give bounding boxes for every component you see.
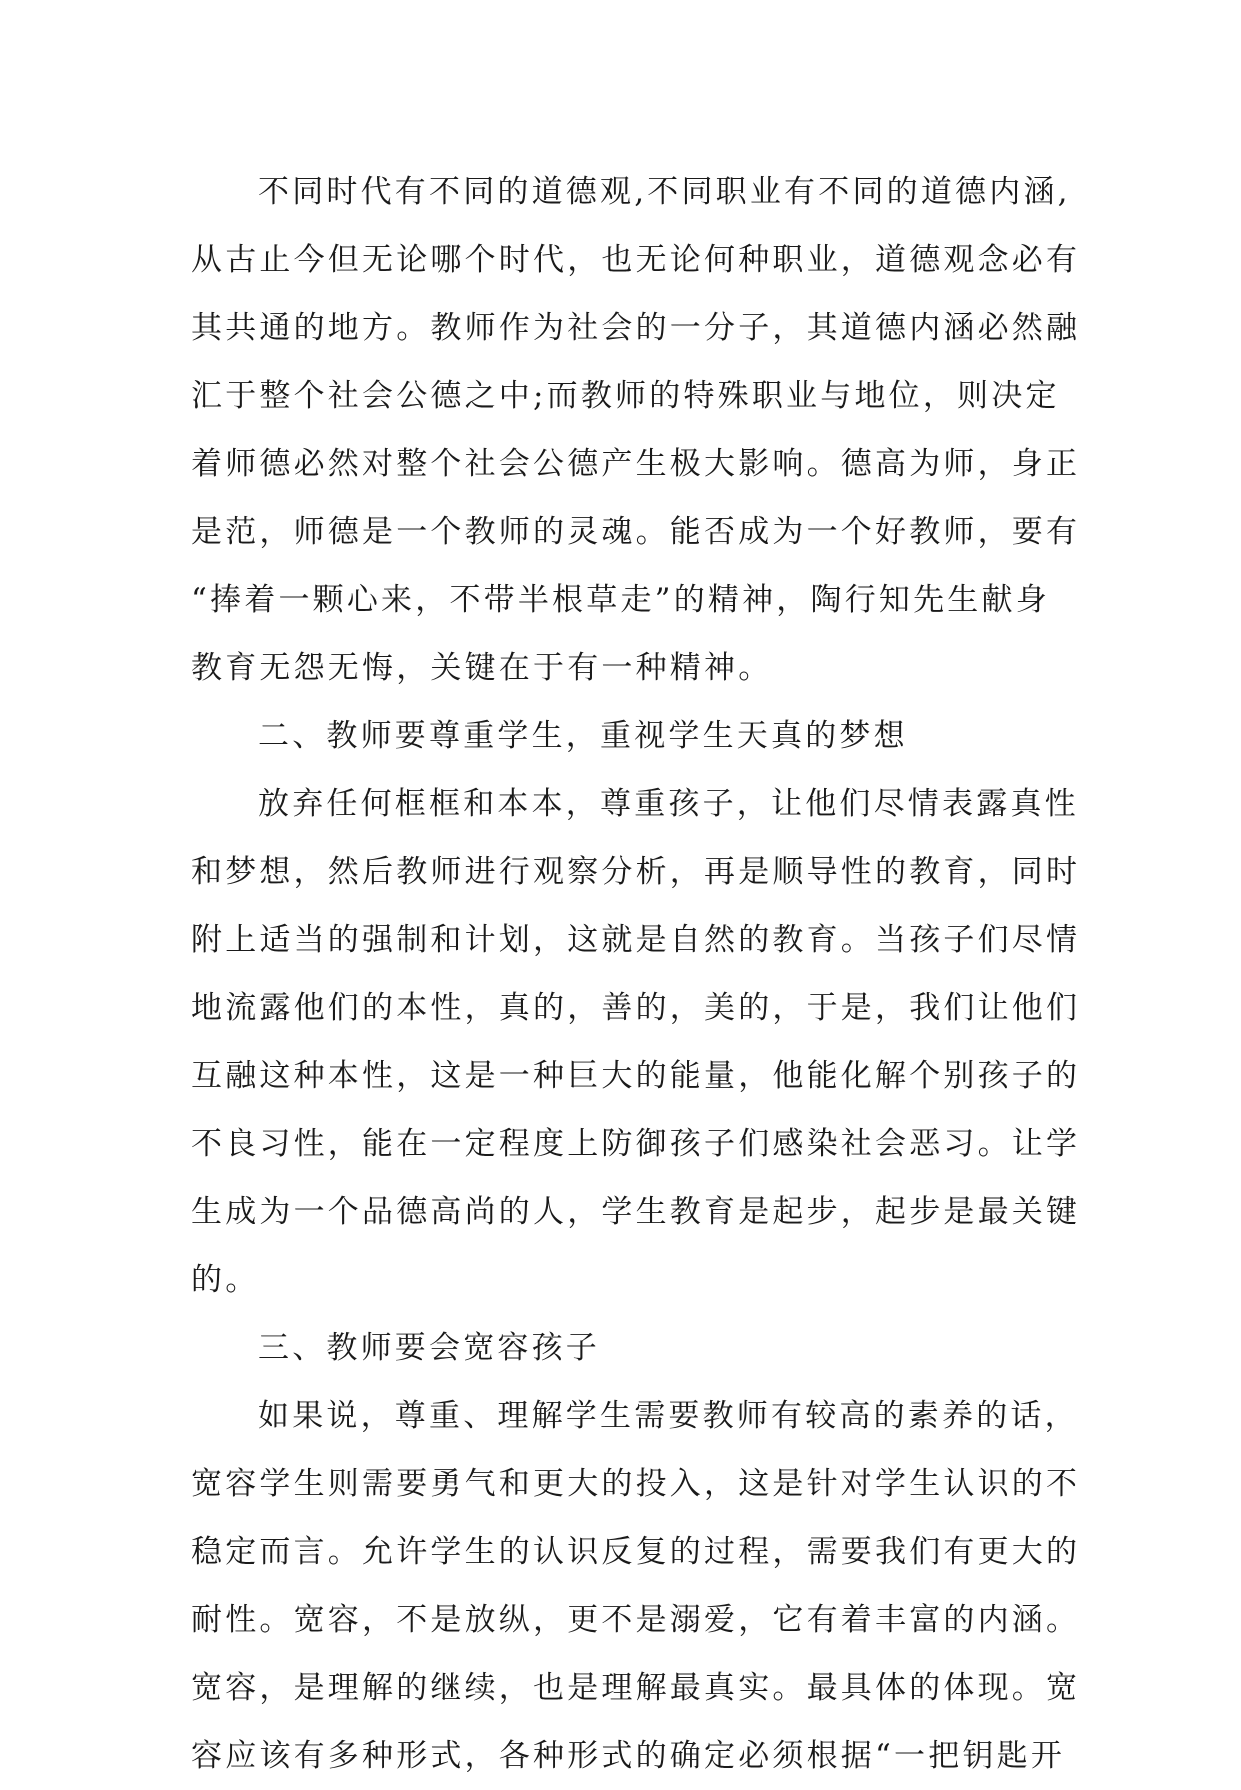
text-line: 教育无怨无悔，关键在于有一种精神。 <box>191 650 773 686</box>
text-line: 互融这种本性，这是一种巨大的能量，他能化解个别孩子的 <box>191 1058 1081 1094</box>
text-line: 从古止今但无论哪个时代，也无论何种职业，道德观念必有 <box>191 242 1081 278</box>
text-line: 不良习性，能在一定程度上防御孩子们感染社会恶习。让学 <box>191 1126 1081 1162</box>
text-line: 和梦想，然后教师进行观察分析，再是顺导性的教育，同时 <box>191 854 1081 890</box>
text-line: 宽容，是理解的继续，也是理解最真实。最具体的体现。宽 <box>191 1670 1081 1706</box>
section-heading: 二、教师要尊重学生，重视学生天真的梦想 <box>258 718 908 754</box>
text-line: 容应该有多种形式，各种形式的确定必须根据“一把钥匙开 <box>191 1738 1066 1774</box>
text-line: 如果说，尊重、理解学生需要教师有较高的素养的话， <box>258 1398 1079 1434</box>
text-line: “捧着一颗心来，不带半根草走”的精神，陶行知先生献身 <box>191 582 1050 618</box>
body-text <box>191 158 1081 1790</box>
text-line: 着师德必然对整个社会公德产生极大影响。德高为师，身正 <box>191 446 1081 482</box>
text-line: 宽容学生则需要勇气和更大的投入，这是针对学生认识的不 <box>191 1466 1081 1502</box>
text-line: 放弃任何框框和本本，尊重孩子，让他们尽情表露真性 <box>258 786 1079 822</box>
text-line: 汇于整个社会公德之中;而教师的特殊职业与地位，则决定 <box>191 378 1060 414</box>
text-line: 地流露他们的本性，真的，善的，美的，于是，我们让他们 <box>191 990 1081 1026</box>
text-line: 是范，师德是一个教师的灵魂。能否成为一个好教师，要有 <box>191 514 1081 550</box>
section-heading: 三、教师要会宽容孩子 <box>258 1330 600 1366</box>
text-line: 其共通的地方。教师作为社会的一分子，其道德内涵必然融 <box>191 310 1081 346</box>
text-line: 附上适当的强制和计划，这就是自然的教育。当孩子们尽情 <box>191 922 1081 958</box>
text-line: 稳定而言。允许学生的认识反复的过程，需要我们有更大的 <box>191 1534 1081 1570</box>
text-line: 生成为一个品德高尚的人，学生教育是起步，起步是最关键 <box>191 1194 1081 1230</box>
text-line: 不同时代有不同的道德观,不同职业有不同的道德内涵, <box>258 174 1071 210</box>
text-line: 的。 <box>191 1262 260 1298</box>
text-line: 耐性。宽容，不是放纵，更不是溺爱，它有着丰富的内涵。 <box>191 1602 1081 1638</box>
